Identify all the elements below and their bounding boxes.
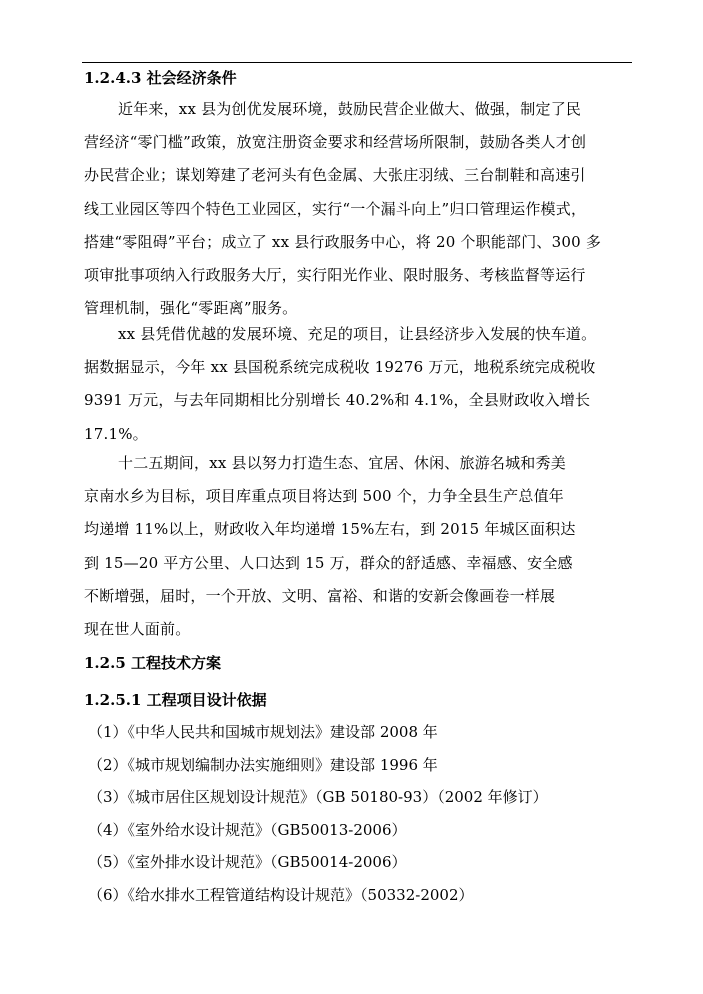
reference-item: （1）《中华人民共和国城市规划法》建设部 2008 年 bbox=[88, 723, 438, 741]
reference-item: （2）《城市规划编制办法实施细则》建设部 1996 年 bbox=[88, 755, 438, 774]
reference-item: （4）《室外给水设计规范》（GB50013-2006） bbox=[88, 820, 407, 839]
paragraph-line: 十二五期间，xx 县以努力打造生态、宜居、休闲、旅游名城和秀美 bbox=[118, 454, 566, 472]
paragraph-line: 现在世人面前。 bbox=[84, 619, 191, 638]
paragraph-1 bbox=[84, 93, 636, 325]
reference-item: （6）《给水排水工程管道结构设计规范》（50332-2002） bbox=[88, 885, 474, 904]
reference-list bbox=[88, 721, 548, 916]
paragraph-line: 17.1%。 bbox=[84, 424, 148, 443]
paragraph-line: 办民营企业；谋划筹建了老河头有色金属、大张庄羽绒、三台制鞋和高速引 bbox=[84, 166, 586, 185]
header-rule bbox=[82, 62, 632, 63]
section-heading-technical-plan: 1.2.5 工程技术方案 bbox=[84, 654, 221, 672]
paragraph-line: 线工业园区等四个特色工业园区，实行“一个漏斗向上”归口管理运作模式， bbox=[84, 199, 587, 218]
paragraph-line: xx 县凭借优越的发展环境、充足的项目，让县经济步入发展的快车道。 bbox=[118, 325, 597, 343]
paragraph-line: 不断增强，届时，一个开放、文明、富裕、和谐的安新会像画卷一样展 bbox=[84, 586, 556, 605]
paragraph-line: 营经济“零门槛”政策，放宽注册资金要求和经营场所限制，鼓励各类人才创 bbox=[84, 133, 587, 152]
paragraph-line: 到 15—20 平方公里、人口达到 15 万，群众的舒适感、幸福感、安全感 bbox=[84, 553, 573, 572]
paragraph-line: 搭建“零阻碍”平台；成立了 xx 县行政服务中心，将 20 个职能部门、300 多 bbox=[84, 232, 602, 251]
paragraph-line: 京南水乡为目标，项目库重点项目将达到 500 个，力争全县生产总值年 bbox=[84, 487, 564, 506]
paragraph-line: 9391 万元，与去年同期相比分别增长 40.2%和 4.1%，全县财政收入增长 bbox=[84, 391, 591, 410]
reference-item: （5）《室外排水设计规范》（GB50014-2006） bbox=[88, 853, 407, 871]
paragraph-line: 均递增 11%以上，财政收入年均递增 15%左右，到 2015 年城区面积达 bbox=[84, 520, 576, 539]
paragraph-line: 项审批事项纳入行政服务大厅，实行阳光作业、限时服务、考核监督等运行 bbox=[84, 265, 586, 284]
paragraph-2 bbox=[84, 318, 636, 451]
paragraph-3 bbox=[84, 447, 636, 646]
section-heading-design-basis: 1.2.5.1 工程项目设计依据 bbox=[84, 691, 267, 709]
paragraph-line: 管理机制，强化“零距离”服务。 bbox=[84, 299, 298, 318]
paragraph-line: 据数据显示，今年 xx 县国税系统完成税收 19276 万元，地税系统完成税收 bbox=[84, 358, 596, 377]
paragraph-line: 近年来，xx 县为创优发展环境，鼓励民营企业做大、做强，制定了民 bbox=[118, 100, 582, 118]
section-heading-social-economic: 1.2.4.3 社会经济条件 bbox=[84, 69, 237, 87]
reference-item: （3）《城市居住区规划设计规范》（GB 50180-93）（2002 年修订） bbox=[88, 788, 548, 806]
